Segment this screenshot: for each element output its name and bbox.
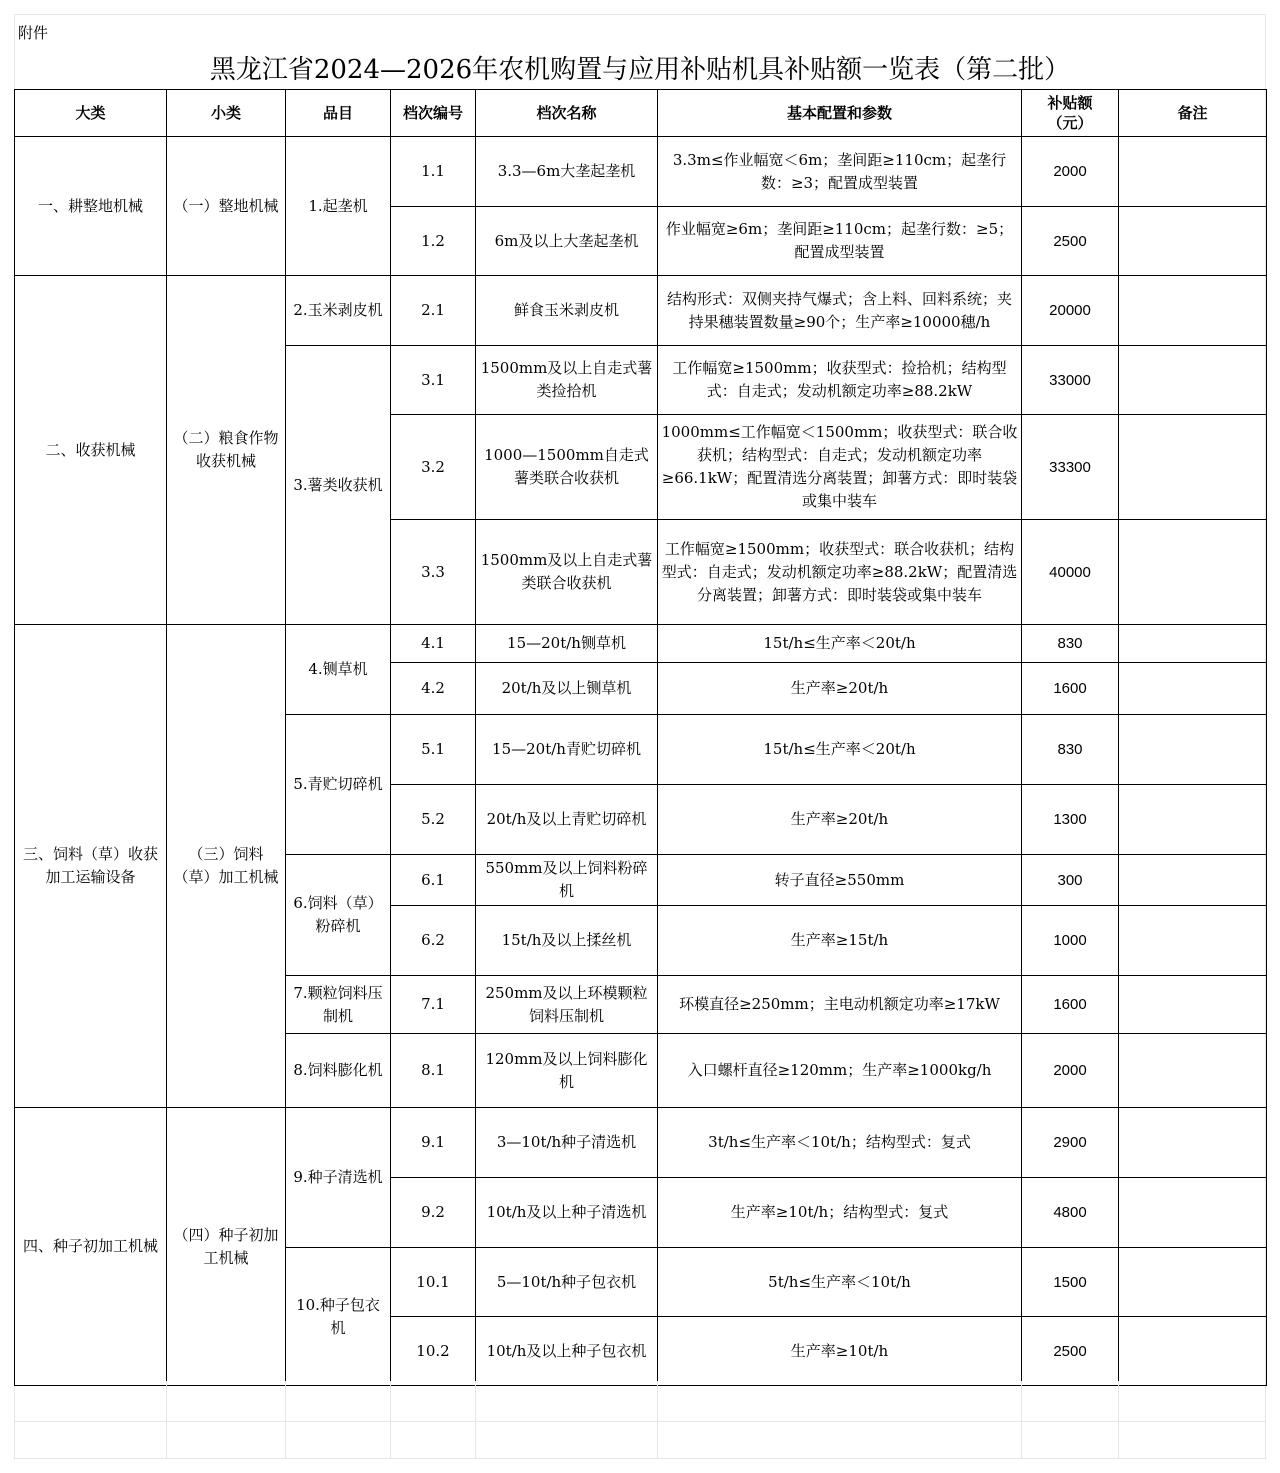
config-cell: 生产率≥10t/h；结构型式：复式 xyxy=(658,1178,1022,1248)
category-cell: 四、种子初加工机械 xyxy=(15,1108,167,1386)
item-cell: 2.玉米剥皮机 xyxy=(286,276,391,346)
remark-cell xyxy=(1119,1317,1267,1386)
header-subcategory: 小类 xyxy=(167,90,286,137)
item-cell: 9.种子清选机 xyxy=(286,1108,391,1248)
remark-cell xyxy=(1119,1178,1267,1248)
table-row xyxy=(15,625,1267,663)
amount-cell: 4800 xyxy=(1022,1178,1119,1248)
amount-cell: 1600 xyxy=(1022,976,1119,1034)
amount-cell: 1300 xyxy=(1022,785,1119,855)
grade-no-cell: 8.1 xyxy=(391,1034,476,1108)
grade-no-cell: 5.2 xyxy=(391,785,476,855)
header-subsidy xyxy=(1022,90,1119,137)
grade-no-cell: 9.2 xyxy=(391,1178,476,1248)
header-subsidy-line1: 补贴额 xyxy=(1047,94,1093,112)
remark-cell xyxy=(1119,415,1267,520)
config-cell: 工作幅宽≥1500mm；收获型式：捡拾机；结构型式：自走式；发动机额定功率≥88.2kW xyxy=(658,346,1022,415)
amount-cell: 33000 xyxy=(1022,346,1119,415)
amount-cell: 2500 xyxy=(1022,207,1119,276)
grade-name-cell: 1500mm及以上自走式薯类捡拾机 xyxy=(476,346,658,415)
amount-cell: 20000 xyxy=(1022,276,1119,346)
remark-cell xyxy=(1119,137,1267,207)
grade-name-cell: 550mm及以上饲料粉碎机 xyxy=(476,855,658,906)
header-category: 大类 xyxy=(15,90,167,137)
grade-no-cell: 9.1 xyxy=(391,1108,476,1178)
item-cell: 8.饲料膨化机 xyxy=(286,1034,391,1108)
header-grade-name: 档次名称 xyxy=(476,90,658,137)
table-row xyxy=(15,1108,1267,1178)
grade-no-cell: 3.3 xyxy=(391,520,476,625)
grade-name-cell: 3—10t/h种子清选机 xyxy=(476,1108,658,1178)
config-cell: 作业幅宽≥6m；垄间距≥110cm；起垄行数：≥5；配置成型装置 xyxy=(658,207,1022,276)
grid-line xyxy=(14,1421,1266,1422)
item-cell: 1.起垄机 xyxy=(286,137,391,276)
remark-cell xyxy=(1119,785,1267,855)
config-cell: 5t/h≤生产率＜10t/h xyxy=(658,1248,1022,1317)
grid-line xyxy=(1118,1381,1119,1459)
remark-cell xyxy=(1119,1108,1267,1178)
grid-line xyxy=(390,1381,391,1459)
amount-cell: 2000 xyxy=(1022,1034,1119,1108)
grade-name-cell: 5—10t/h种子包衣机 xyxy=(476,1248,658,1317)
grade-no-cell: 10.1 xyxy=(391,1248,476,1317)
amount-cell: 2900 xyxy=(1022,1108,1119,1178)
remark-cell xyxy=(1119,715,1267,785)
config-cell: 环模直径≥250mm；主电动机额定功率≥17kW xyxy=(658,976,1022,1034)
table-row xyxy=(15,137,1267,207)
grade-no-cell: 6.2 xyxy=(391,906,476,976)
remark-cell xyxy=(1119,207,1267,276)
config-cell: 转子直径≥550mm xyxy=(658,855,1022,906)
config-cell: 工作幅宽≥1500mm；收获型式：联合收获机；结构型式：自走式；发动机额定功率≥88.2kW；配置清选分离装置；卸薯方式：即时装袋或集中装车 xyxy=(658,520,1022,625)
config-cell: 3t/h≤生产率＜10t/h；结构型式：复式 xyxy=(658,1108,1022,1178)
remark-cell xyxy=(1119,663,1267,715)
subcategory-cell: （一）整地机械 xyxy=(167,137,286,276)
grid-line xyxy=(1021,1381,1022,1459)
grade-name-cell: 6m及以上大垄起垄机 xyxy=(476,207,658,276)
item-cell: 3.薯类收获机 xyxy=(286,346,391,625)
grid-line xyxy=(166,1381,167,1459)
amount-cell: 33300 xyxy=(1022,415,1119,520)
category-cell: 三、饲料（草）收获加工运输设备 xyxy=(15,625,167,1108)
header-subsidy-line2: （元） xyxy=(1047,114,1093,132)
config-cell: 3.3m≤作业幅宽＜6m；垄间距≥110cm；起垄行数：≥3；配置成型装置 xyxy=(658,137,1022,207)
item-cell: 7.颗粒饲料压制机 xyxy=(286,976,391,1034)
amount-cell: 1600 xyxy=(1022,663,1119,715)
amount-cell: 1000 xyxy=(1022,906,1119,976)
config-cell: 生产率≥10t/h xyxy=(658,1317,1022,1386)
config-cell: 15t/h≤生产率＜20t/h xyxy=(658,625,1022,663)
empty-grid-area xyxy=(14,1381,1266,1459)
grade-name-cell: 15—20t/h铡草机 xyxy=(476,625,658,663)
config-cell: 1000mm≤工作幅宽＜1500mm；收获型式：联合收获机；结构型式：自走式；发动机额定功率≥66.1kW；配置清选分离装置；卸薯方式：即时装袋或集中装车 xyxy=(658,415,1022,520)
config-cell: 结构形式：双侧夹持气爆式；含上料、回料系统；夹持果穗装置数量≥90个；生产率≥10000穗/h xyxy=(658,276,1022,346)
grade-name-cell: 鲜食玉米剥皮机 xyxy=(476,276,658,346)
amount-cell: 830 xyxy=(1022,625,1119,663)
amount-cell: 40000 xyxy=(1022,520,1119,625)
grade-no-cell: 7.1 xyxy=(391,976,476,1034)
grade-name-cell: 20t/h及以上青贮切碎机 xyxy=(476,785,658,855)
header-row xyxy=(15,90,1267,137)
header-config: 基本配置和参数 xyxy=(658,90,1022,137)
grade-no-cell: 4.1 xyxy=(391,625,476,663)
amount-cell: 2500 xyxy=(1022,1317,1119,1386)
subsidy-table xyxy=(14,89,1267,1386)
category-cell: 二、收获机械 xyxy=(15,276,167,625)
grade-no-cell: 3.2 xyxy=(391,415,476,520)
remark-cell xyxy=(1119,276,1267,346)
config-cell: 生产率≥15t/h xyxy=(658,906,1022,976)
grade-name-cell: 10t/h及以上种子包衣机 xyxy=(476,1317,658,1386)
grade-name-cell: 10t/h及以上种子清选机 xyxy=(476,1178,658,1248)
grid-line xyxy=(475,1381,476,1459)
amount-cell: 1500 xyxy=(1022,1248,1119,1317)
grade-no-cell: 1.2 xyxy=(391,207,476,276)
page-title: 黑龙江省2024—2026年农机购置与应用补贴机具补贴额一览表（第二批） xyxy=(209,55,1071,85)
grade-no-cell: 6.1 xyxy=(391,855,476,906)
subcategory-cell: （三）饲料（草）加工机械 xyxy=(167,625,286,1108)
item-cell: 4.铡草机 xyxy=(286,625,391,715)
item-cell: 10.种子包衣机 xyxy=(286,1248,391,1386)
header-remark: 备注 xyxy=(1119,90,1267,137)
config-cell: 15t/h≤生产率＜20t/h xyxy=(658,715,1022,785)
subcategory-cell: （四）种子初加工机械 xyxy=(167,1108,286,1386)
subcategory-cell: （二）粮食作物收获机械 xyxy=(167,276,286,625)
remark-cell xyxy=(1119,1034,1267,1108)
grade-no-cell: 5.1 xyxy=(391,715,476,785)
grade-no-cell: 3.1 xyxy=(391,346,476,415)
remark-cell xyxy=(1119,906,1267,976)
grade-no-cell: 1.1 xyxy=(391,137,476,207)
grade-name-cell: 250mm及以上环模颗粒饲料压制机 xyxy=(476,976,658,1034)
grade-name-cell: 1500mm及以上自走式薯类联合收获机 xyxy=(476,520,658,625)
grade-name-cell: 20t/h及以上铡草机 xyxy=(476,663,658,715)
remark-cell xyxy=(1119,855,1267,906)
config-cell: 生产率≥20t/h xyxy=(658,663,1022,715)
header-grade-no: 档次编号 xyxy=(391,90,476,137)
grade-name-cell: 120mm及以上饲料膨化机 xyxy=(476,1034,658,1108)
grade-no-cell: 10.2 xyxy=(391,1317,476,1386)
remark-cell xyxy=(1119,625,1267,663)
grade-name-cell: 1000—1500mm自走式薯类联合收获机 xyxy=(476,415,658,520)
grade-no-cell: 2.1 xyxy=(391,276,476,346)
grade-no-cell: 4.2 xyxy=(391,663,476,715)
config-cell: 生产率≥20t/h xyxy=(658,785,1022,855)
remark-cell xyxy=(1119,520,1267,625)
table-row xyxy=(15,276,1267,346)
remark-cell xyxy=(1119,346,1267,415)
remark-cell xyxy=(1119,1248,1267,1317)
amount-cell: 300 xyxy=(1022,855,1119,906)
amount-cell: 2000 xyxy=(1022,137,1119,207)
amount-cell: 830 xyxy=(1022,715,1119,785)
grade-name-cell: 15t/h及以上揉丝机 xyxy=(476,906,658,976)
grade-name-cell: 15—20t/h青贮切碎机 xyxy=(476,715,658,785)
attachment-label: 附件 xyxy=(18,24,49,42)
config-cell: 入口螺杆直径≥120mm；生产率≥1000kg/h xyxy=(658,1034,1022,1108)
remark-cell xyxy=(1119,976,1267,1034)
header-item: 品目 xyxy=(286,90,391,137)
item-cell: 5.青贮切碎机 xyxy=(286,715,391,855)
item-cell: 6.饲料（草）粉碎机 xyxy=(286,855,391,976)
grade-name-cell: 3.3—6m大垄起垄机 xyxy=(476,137,658,207)
category-cell: 一、耕整地机械 xyxy=(15,137,167,276)
grid-line xyxy=(657,1381,658,1459)
grid-line xyxy=(285,1381,286,1459)
